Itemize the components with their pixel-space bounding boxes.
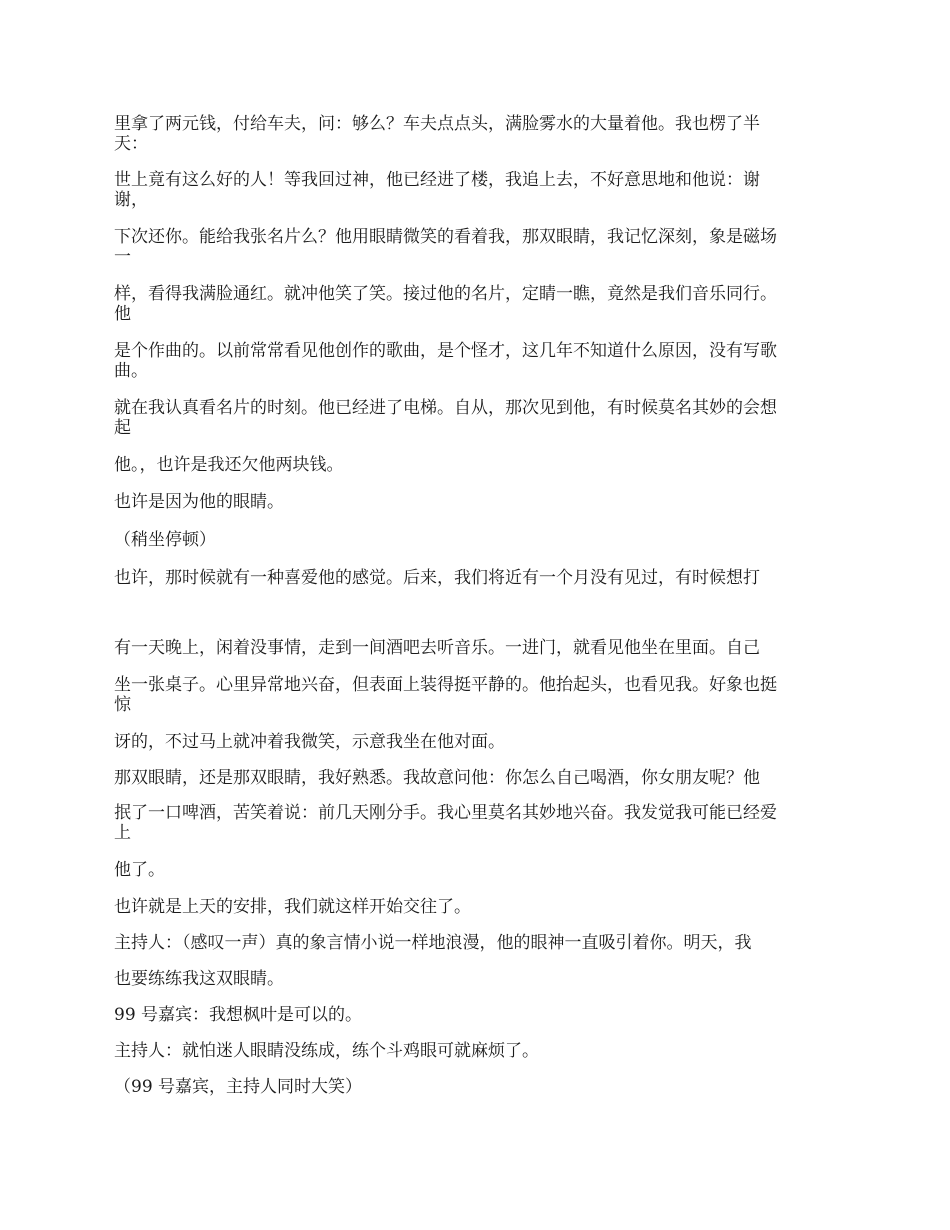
- paragraph-18: 主持人：（感叹一声）真的象言情小说一样地浪漫，他的眼神一直吸引着你。明天，我: [114, 933, 752, 953]
- paragraph-17: 也许就是上天的安排，我们就这样开始交往了。: [114, 897, 471, 917]
- paragraph-1: 里拿了两元钱，付给车夫，问：够么？车夫点点头，满脸雾水的大量着他。我也楞了半 天：: [114, 114, 760, 154]
- paragraph-7: 他。，也许是我还欠他两块钱。: [114, 455, 344, 475]
- paragraph-2: 世上竟有这么好的人！等我回过神，他已经进了楼，我追上去，不好意思地和他说：谢 谢，: [114, 170, 760, 210]
- paragraph-20: 99 号嘉宾：我想枫叶是可以的。: [114, 1005, 363, 1025]
- paragraph-16: 他了。: [114, 860, 165, 880]
- paragraph-15: 抿了一口啤酒，苦笑着说：前几天刚分手。我心里莫名其妙地兴奋。我发觉我可能已经爱 上: [114, 803, 777, 843]
- paragraph-6: 就在我认真看名片的时刻。他已经进了电梯。自从，那次见到他，有时候莫名其妙的会想 起: [114, 398, 777, 438]
- paragraph-22: （99 号嘉宾，主持人同时大笑）: [114, 1077, 363, 1097]
- paragraph-5: 是个作曲的。以前常常看见他创作的歌曲，是个怪才，这几年不知道什么原因，没有写歌 曲。: [114, 341, 777, 381]
- paragraph-4: 样，看得我满脸通红。就冲他笑了笑。接过他的名片，定睛一瞧，竟然是我们音乐同行。 他: [114, 284, 777, 324]
- paragraph-21: 主持人：就怕迷人眼睛没练成，练个斗鸡眼可就麻烦了。: [114, 1041, 539, 1061]
- paragraph-11: 有一天晚上，闲着没事情，走到一间酒吧去听音乐。一进门，就看见他坐在里面。自己: [114, 638, 760, 658]
- paragraph-12: 坐一张桌子。心里异常地兴奋，但表面上装得挺平静的。他抬起头，也看见我。好象也挺 惊: [114, 675, 777, 715]
- paragraph-14: 那双眼睛，还是那双眼睛，我好熟悉。我故意问他：你怎么自己喝酒，你女朋友呢？他: [114, 768, 760, 788]
- paragraph-19: 也要练练我这双眼睛。: [114, 969, 284, 989]
- paragraph-8: 也许是因为他的眼睛。: [114, 492, 284, 512]
- paragraph-3: 下次还你。能给我张名片么？他用眼睛微笑的看着我，那双眼睛，我记忆深刻，象是磁场 一: [114, 227, 777, 267]
- paragraph-9: （稍坐停顿）: [114, 530, 216, 550]
- paragraph-10: 也许，那时候就有一种喜爱他的感觉。后来，我们将近有一个月没有见过，有时候想打: [114, 568, 760, 588]
- paragraph-13: 讶的，不过马上就冲着我微笑，示意我坐在他对面。: [114, 732, 505, 752]
